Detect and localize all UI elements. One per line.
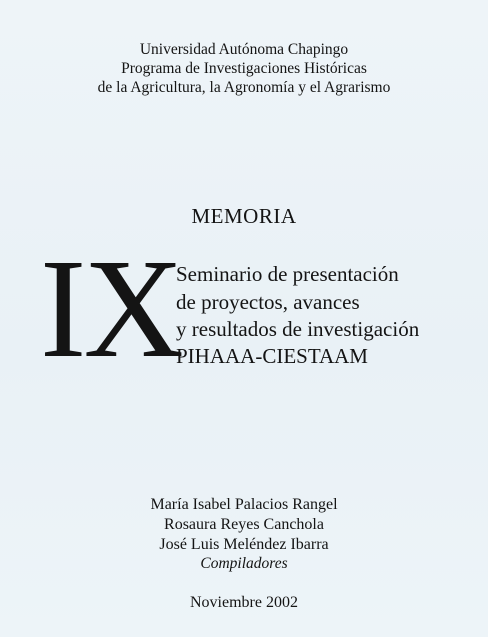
seminar-program-code: PIHAAA-CIESTAAM xyxy=(176,344,368,368)
compilers-role-label: Compiladores xyxy=(200,555,288,572)
document-type-heading: MEMORIA xyxy=(191,204,297,228)
seminar-title-line: de proyectos, avances xyxy=(176,290,360,314)
compiler-name: José Luis Meléndez Ibarra xyxy=(159,536,329,553)
seminar-title-line: Seminario de presentación xyxy=(176,262,399,286)
institution-name: Universidad Autónoma Chapingo xyxy=(139,41,349,58)
program-subtitle: de la Agricultura, la Agronomía y el Agrarismo xyxy=(97,79,391,96)
seminar-title-line: y resultados de investigación xyxy=(176,317,420,341)
publication-date: Noviembre 2002 xyxy=(190,594,298,611)
program-name: Programa de Investigaciones Históricas xyxy=(121,60,367,77)
compiler-name: María Isabel Palacios Rangel xyxy=(150,496,338,513)
edition-numeral: IX xyxy=(40,229,181,387)
compiler-name: Rosaura Reyes Canchola xyxy=(164,516,324,533)
